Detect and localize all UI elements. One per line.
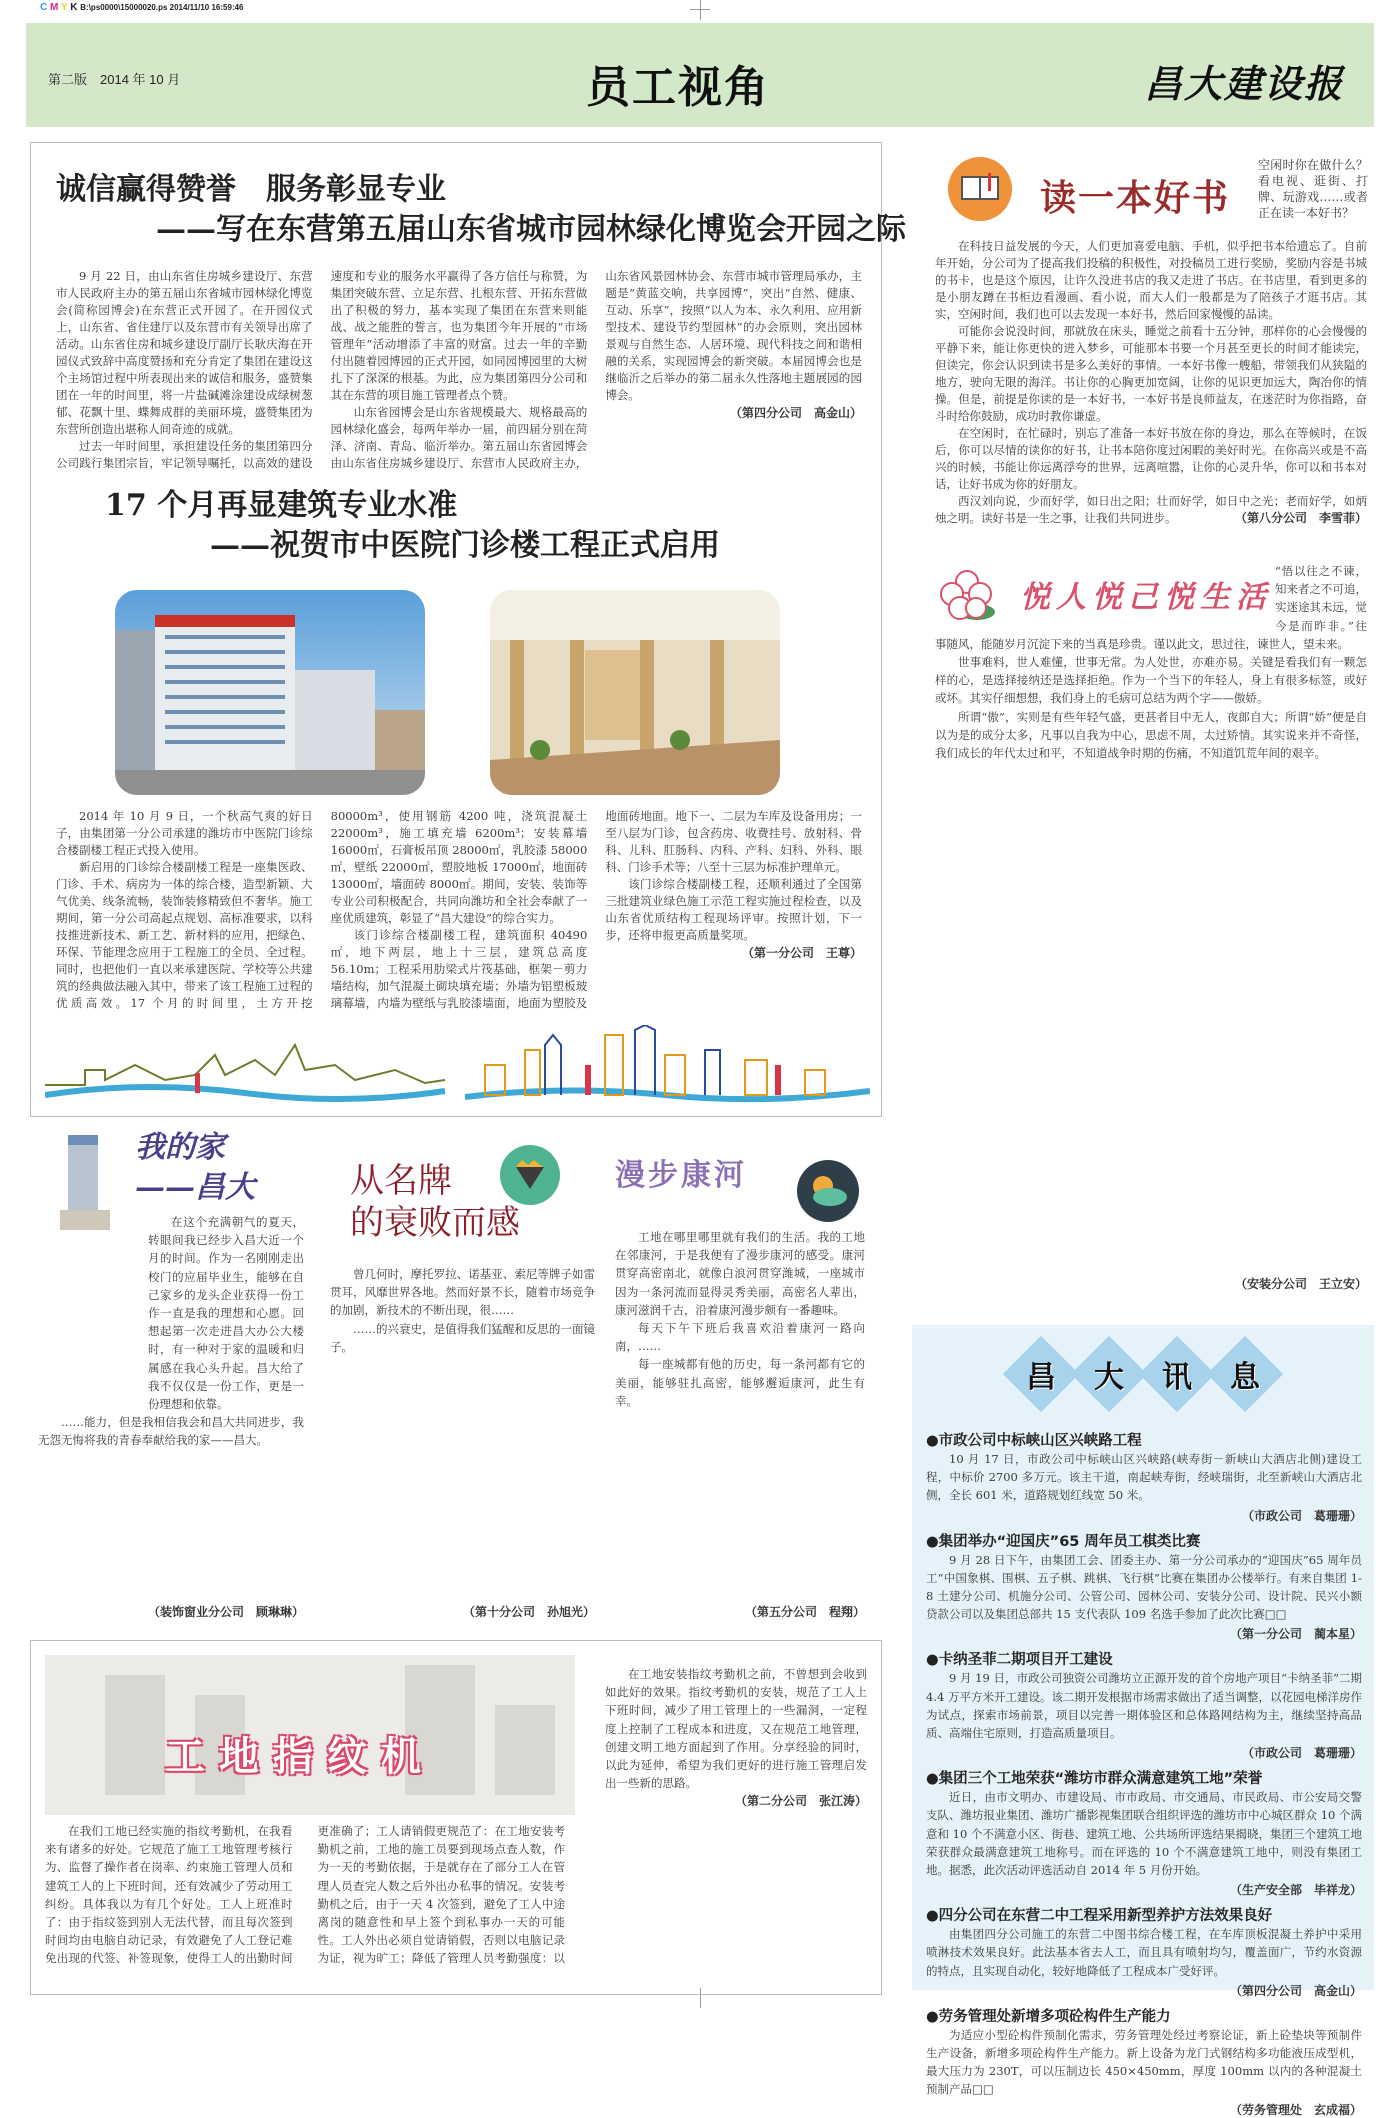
news-headline: ●卡纳圣菲二期项目开工建设 [926, 1652, 1113, 1669]
news-briefs-panel [912, 1325, 1374, 2117]
news-item [926, 1767, 1362, 1898]
book-byline: （第八分公司 李雪菲） [1234, 511, 1367, 525]
article2-body: 2014 年 10 月 9 日，一个秋高气爽的好日子，由集团第一分公司承建的潍坊市中医院门诊综合楼副楼工程正式投入使用。 新启用的门诊综合楼副楼工程是一座集医政、门诊、手术、病房为一体的综合楼，造型新颖、大气优美、线条流畅，装饰装修精致但不奢华。施工期间，第一分公司高起点规划、高标准要求，以科技推进新技术、新工艺、新材料的应用，把绿色、环保、节能理念应用于工程施工的全员、全过程。同时，也把他们一直以来承建医院、学校等公共建筑的经典做法融入其中，带来了该工程施工过程的优质高效。17 个月的时间里，土方开挖 80000m³，使用钢筋 4200 吨，浇筑混凝土 22000m³，施工填充墙 6200m³；安装幕墙 16000㎡，石膏板吊顶 28000㎡，乳胶漆 58000㎡，壁纸 22000㎡，塑胶地板 17000㎡，地面砖 13000㎡，墙面砖 8000㎡。期间，安装、装饰等专业公司积极配合，共同向潍坊和全社会奉献了一座优质建筑，彰显了“昌大建设”的综合实力。 该门诊综合楼副楼工程，建筑面积 40490㎡，地下两层，地上十三层，建筑总高度 56.10m；工程采用肋梁式片筏基础，框架－剪力墙结构，加气混凝土砌块填充墙；外墙为铝塑板玻璃幕墙，内墙为壁纸与乳胶漆墙面，地面为塑胶及地面砖地面。地下一、二层为车库及设备用房；一至八层为门诊，包含药房、收费挂号、放射科、骨科、儿科、肛肠科、内科、产科、妇科、外科、眼科、门诊手术等；八至十三层为标准护理单元。 该门诊综合楼副楼工程，还顺利通过了全国第三批建筑业绿色施工示范工程实施过程检查，以及山东省优质结构工程现场评审。按照计划，下一步，还将申报更高质量奖项。 （第一分公司 王尊） [56, 809, 862, 1010]
river-body: 工地在哪里哪里就有我们的生活。我的工地在邻康河，于是我便有了漫步康河的感受。康河贯穿高密南北，就像白浪河贯穿潍城，一座城市因为一条河流而显得灵秀美丽，高密名人辈出，康河滋润千古，沿着康河漫步颇有一番趣味。 每天下午下班后我喜欢沿着康河一路向南，…… 每一座城都有他的历史，每一条河都有它的美丽，能够驻扎高密，能够邂逅康河，此生有幸。 [615, 1230, 865, 1408]
news-body: 10 月 17 日，市政公司中标峡山区兴峡路(峡寿街－新峡山大酒店北侧)建设工程，中标价 2700 多万元。该主干道，南起峡寿街，经峡瑞街，北至新峡山大酒店北侧，全长 601 米，道路规划红线宽 50 米。 [926, 1452, 1362, 1503]
article2-headline: 17 个月再显建筑专业水准 ——祝贺市中医院门诊楼工程正式启用 [105, 488, 720, 563]
hospital-exterior-photo [115, 590, 425, 795]
city-skyline-illustration [45, 1025, 870, 1115]
article1-body: 9 月 22 日，由山东省住房城乡建设厅、东营市人民政府主办的第五届山东省城市园林绿化博览会(简称园博会)在东营正式开园了。在开园仪式上，山东省、省住建厅以及东营市有关领导出席了活动。山东省住房和城乡建设厅副厅长耿庆海在开园仪式致辞中高度赞扬和充分肯定了集团在建设这个主场馆过程中所表现出来的诚信和服务，盛赞集团在一年的时间里，将一片盐碱滩涂建设成绿树葱郁、花飘十里、蝶舞成群的美丽环境，盛赞集团为东营所创造出堪称人间奇迹的成就。 过去一年时间里，承担建设任务的集团第四分公司践行集团宗旨，牢记领导嘱托，以高效的建设速度和专业的服务水平赢得了各方信任与称赞，为集团突破东营、立足东营、扎根东营、开拓东营做出了积极的努力，基本实现了集团在东营来则能战、战之能胜的誓言，也为集团今年开展的“市场管理年”活动增添了丰富的财富。过去一年的辛勤付出随着园博园的正式开园，如同园博园里的大树扎下了深深的根基。为此，应为集团第四分公司和其在东营的项目施工管理者点个赞。 山东省园博会是山东省规模最大、规格最高的园林绿化盛会，每两年举办一届，前四届分别在菏泽、济南、青岛、临沂举办。第五届山东省园博会由山东省住房城乡建设厅、东营市人民政府主办，山东省风景园林协会、东营市城市管理局承办，主题是“黄蓝交响，共享园博”，突出“自然、健康、互动、乐享”，按照“以人为本、永久利用、应用新型技术、建设节约型园林”的办会原则，突出园林景观与自然生态、人居环境、现代科技之间和谐相融的关系，实现园博会的新突破。本届园博会也是继临沂之后举办的第二届永久性落地主题展园的园博会。 （第四分公司 高金山） [56, 269, 862, 470]
crop-mark [700, 0, 701, 20]
news-headline: ●市政公司中标峡山区兴峡路工程 [926, 1433, 1142, 1449]
sun-cloud-icon [797, 1160, 859, 1222]
news-byline: （生产安全部 毕祥龙） [1229, 1883, 1362, 1898]
edition-date: 第二版 2014 年 10 月 [48, 72, 181, 87]
home-title: 我的家 ——昌大 [135, 1130, 255, 1205]
news-byline: （市政公司 葛珊珊） [1241, 1508, 1362, 1523]
book-body: 在科技日益发展的今天，人们更加喜爱电脑、手机，似乎把书本给遗忘了。自前年开始，分公司为了提高我们投稿的积极性，对投稿员工进行奖励，奖励内容是书城的书卡，也是这个原因，让许久没进书店的我又走进了书店。在书店里，看到更多的是小朋友蹲在书柜边看漫画、看小说，而大人们一般都是为了陪孩子才逛书店。其实，空闲时间，我们也可以去发现一本好书，然后回家慢慢的品读。 可能你会说没时间，那就放在床头，睡觉之前看十五分钟，那样你的心会慢慢的平静下来，能让你更快的进入梦乡，可能那本书要一个月甚至更长的时间才能读完，但读完，你会认识到读书是多么美好的事情。一本好书像一艘船，带领我们从狭隘的地方，驶向无限的海洋。书让你的心胸更加宽阔，让你的见识更加远大，陶冶你的情操。但是，前提是你读的是一本好书，一本好书是良师益友，在迷茫时为你指路，奋斗时给你鼓励，成功时教你谦虚。 在空闲时，在忙碌时，别忘了准备一本好书放在你的身边，那么在等候时，在饭后，你可以尽情的读你的好书，让书本陪你度过闲暇的美好时光。在你高兴或是不高兴的时候，书能让你远离浮夸的世界，远离喧嚣，让你的心灵升华，你可以和书本对话，让好书成为你的好朋友。 西汉刘向说，少而好学，如日出之阳；壮而好学，如日中之光；老而好学，如炳烛之明。读好书是一生之事，让我们共同进步。 （第八分公司 李雪菲） [935, 239, 1367, 525]
article1-headline: 诚信赢得赞誉 服务彰显专业 ——写在东营第五届山东省城市园林绿化博览会开园之际 [56, 172, 906, 247]
news-body: 为适应小型砼构件预制化需求，劳务管理处经过考察论证，新上砼垫块等预制件生产设备，新增多项砼构件生产能力。新上设备为龙门式钢结构多功能液压成型机，最大压力为 230T，可以压制边长 450×450mm，厚度 100mm 以内的各种混凝土预制产品□□ [926, 2027, 1362, 2097]
masthead [26, 23, 1374, 127]
news-list [912, 1401, 1374, 2118]
book-icon [948, 157, 1012, 221]
brand-title: 从名牌 的衰败而感 [350, 1161, 520, 1243]
book-title: 读一本好书 [1040, 178, 1231, 219]
river-title: 漫步康河 [615, 1158, 747, 1193]
news-headline: ●劳务管理处新增多项砼构件生产能力 [926, 2008, 1171, 2025]
book-intro: 空闲时你在做什么？看电视、逛街、打牌、玩游戏……或者正在读一本好书？ [1258, 158, 1368, 220]
brand-byline: （第十分公司 孙旭光） [462, 1605, 595, 1619]
news-headline: ●四分公司在东营二中工程采用新型养护方法效果良好 [926, 1908, 1273, 1925]
news-item [926, 1648, 1362, 1761]
diamond-icon [500, 1145, 560, 1205]
home-body: 在这个充满朝气的夏天，转眼间我已经步入昌大近一个月的时间。作为一名刚刚走出校门的应届毕业生，能够在自己家乡的龙头企业获得一份工作一直是我的理想和心愿。回想起第一次走进昌大办公大楼时，有一种对于家的温暖和归属感在我心头升起。昌大给了我不仅仅是一份工作，更是一份理想和依靠。 ……能力，但是我相信我会和昌大共同进步，我无怨无悔将我的青春奉献给我的家——昌大。 [38, 1215, 304, 1448]
news-body: 近日，由市文明办、市建设局、市市政局、市交通局、市民政局、市公安局交警支队、潍坊报业集团、潍坊广播影视集团联合组织评选的潍坊市中心城区群众 10 个满意和 10 个不满意小区、街巷、建筑工地、公共场所评选结果揭晓，集团三个建筑工地荣获群众最满意建筑工地称号。而在评选的 10 个不满意建筑工地中，则没有集团工地。据悉，此次活动评选活动自 2014 年 5 月份开始。 [926, 1790, 1362, 1878]
news-body: 由集团四分公司施工的东营二中图书综合楼工程，在车库顶板混凝土养护中采用喷淋技术效果良好。此法基本省去人工，而且具有喷射均匀，覆盖面广，节约水资源的特点，且实现自动化，较好地降低了工程成本广受好评。 [926, 1927, 1362, 1978]
news-item [926, 1530, 1362, 1643]
life-body: “悟以往之不谏，知来者之不可追，实迷途其未远，觉今是而昨非。”往事随风，能随岁月沉淀下来的当真是珍贵。谨以此文，思过往，谏世人，望未来。 世事难料，世人难懂，世事无常。为人处世，亦难亦易。关键是看我们有一颗怎样的心，是选择接纳还是选择拒绝。作为一个当下的年轻人，身上有很多标签，或好或坏。其实仔细想想，我们身上的毛病可总结为两个字——傲娇。 所谓“傲”，实则是有些年轻气盛，更甚者目中无人，夜郎自大；所谓“娇”便是自以为是的成分太多，凡事以自我为中心，思虑不周，太过矫情。其实说来并不奇怪，我们成长的年代太过和平，不知道战争时期的伤痛，不知道饥荒年间的艰辛。 [935, 564, 1367, 761]
news-item [926, 2005, 1362, 2118]
news-item [926, 1904, 1362, 1999]
news-body: 9 月 19 日，市政公司独资公司潍坊立正源开发的首个房地产项目“卡纳圣菲”二期 4.4 万平方米开工建设。该二期开发根据市场需求做出了适当调整，以花园电梯洋房作为试点，探索市场前景，项目以完善一期体验区和总体路网结构为主，继续坚持高品质、高端住宅原则，打造高质量项目。 [926, 1671, 1362, 1741]
news-title: 昌 大 讯 息 [912, 1347, 1374, 1401]
news-headline: ●集团举办“迎国庆”65 周年员工棋类比赛 [926, 1533, 1201, 1550]
news-byline: （第一分公司 蔺本星） [1229, 1627, 1362, 1642]
life-title: 悦人悦己悦生活 [1020, 580, 1272, 615]
home-byline: （装饰窗业分公司 顾琳琳） [147, 1605, 304, 1619]
article1-byline: （第四分公司 高金山） [729, 406, 862, 420]
news-byline: （市政公司 葛珊珊） [1241, 1746, 1362, 1761]
river-byline: （第五分公司 程翔） [744, 1605, 865, 1619]
life-byline: （安装分公司 王立安） [1234, 1277, 1367, 1291]
news-body: 9 月 28 日下午，由集团工会、团委主办、第一分公司承办的“迎国庆”65 周年员工“中国象棋、围棋、五子棋、跳棋、飞行棋”比赛在集团办公楼举行。有来自集团 1-8 土建分公司、机施分公司、公管公司、园林公司、安装分公司、设计院、民兴小额贷款公司以及集团总部共 15 支代表队 109 名选手参加了此次比赛□□ [926, 1552, 1362, 1622]
fingerprint-body-right: 在工地安装指纹考勤机之前，不曾想到会收到如此好的效果。指纹考勤机的安装，规范了工人上下班时间，减少了用工管理上的一些漏洞，一定程度上控制了工程成本和进度，又在规范工地管理，创建文明工地方面起到了作用。分享经验的同时，以此为延伸，希望为我们更好的进行施工管理启发出一些新的思路。 （第二分公司 张江涛） [605, 1667, 867, 1809]
section-title: 员工视角 [586, 62, 770, 113]
article2-byline: （第一分公司 王尊） [741, 946, 862, 960]
news-headline: ●集团三个工地荣获“潍坊市群众满意建筑工地”荣誉 [926, 1771, 1263, 1788]
fingerprint-byline: （第二分公司 张江涛） [734, 1794, 867, 1809]
fingerprint-body-left: 在我们工地已经实施的指纹考勤机，在我看来有诸多的好处。它规范了施工工地管理考核行为、监督了操作者在岗率、约束施工管理人员和建筑工人的上下班时间，还有效减少了劳动用工纠纷。具体我以为有几个好处。工人上班准时了：由于指纹签到别人无法代替，而且每次签到时间均由电脑自动记录，有效避免了人工登记难免出现的代签、补签现象，使得工人的出勤时间更准确了；工人请销假更规范了：在工地安装考勤机之前，工地的施工员要到现场点查人数，作为一天的考勤依据，于是就存在了部分工人在管理人员查完人数之后外出办私事的情况。安装考勤机之后，由于一天 4 次签到，避免了工人中途离岗的随意性和早上签个到私事办一天的可能性。工人外出必须自觉请销假，否则以电脑记录为证，视为旷工；降低了管理人员考勤强度：以 [45, 1824, 565, 1966]
news-byline: （劳务管理处 玄成福） [1229, 2102, 1362, 2117]
fingerprint-title: 工地指纹机 [165, 1734, 435, 1780]
news-item [926, 1429, 1362, 1524]
newspaper-logo: 昌大建设报 [1143, 61, 1344, 106]
brand-body: 曾几何时，摩托罗拉、诺基亚、索尼等牌子如雷贯耳，风靡世界各地。然而好景不长，随着市场竞争的加剧，新技术的不断出现，很…… ……的兴衰史，是值得我们猛醒和反思的一面镜子。 [330, 1267, 595, 1354]
prepress-color-bar: C M Y K B:\ps0000\15000020.ps 2014/11/10 16:59:46 [40, 2, 244, 13]
crop-mark [690, 9, 710, 10]
hospital-lobby-photo [490, 590, 780, 795]
news-byline: （第四分公司 高金山） [1229, 1983, 1362, 1998]
